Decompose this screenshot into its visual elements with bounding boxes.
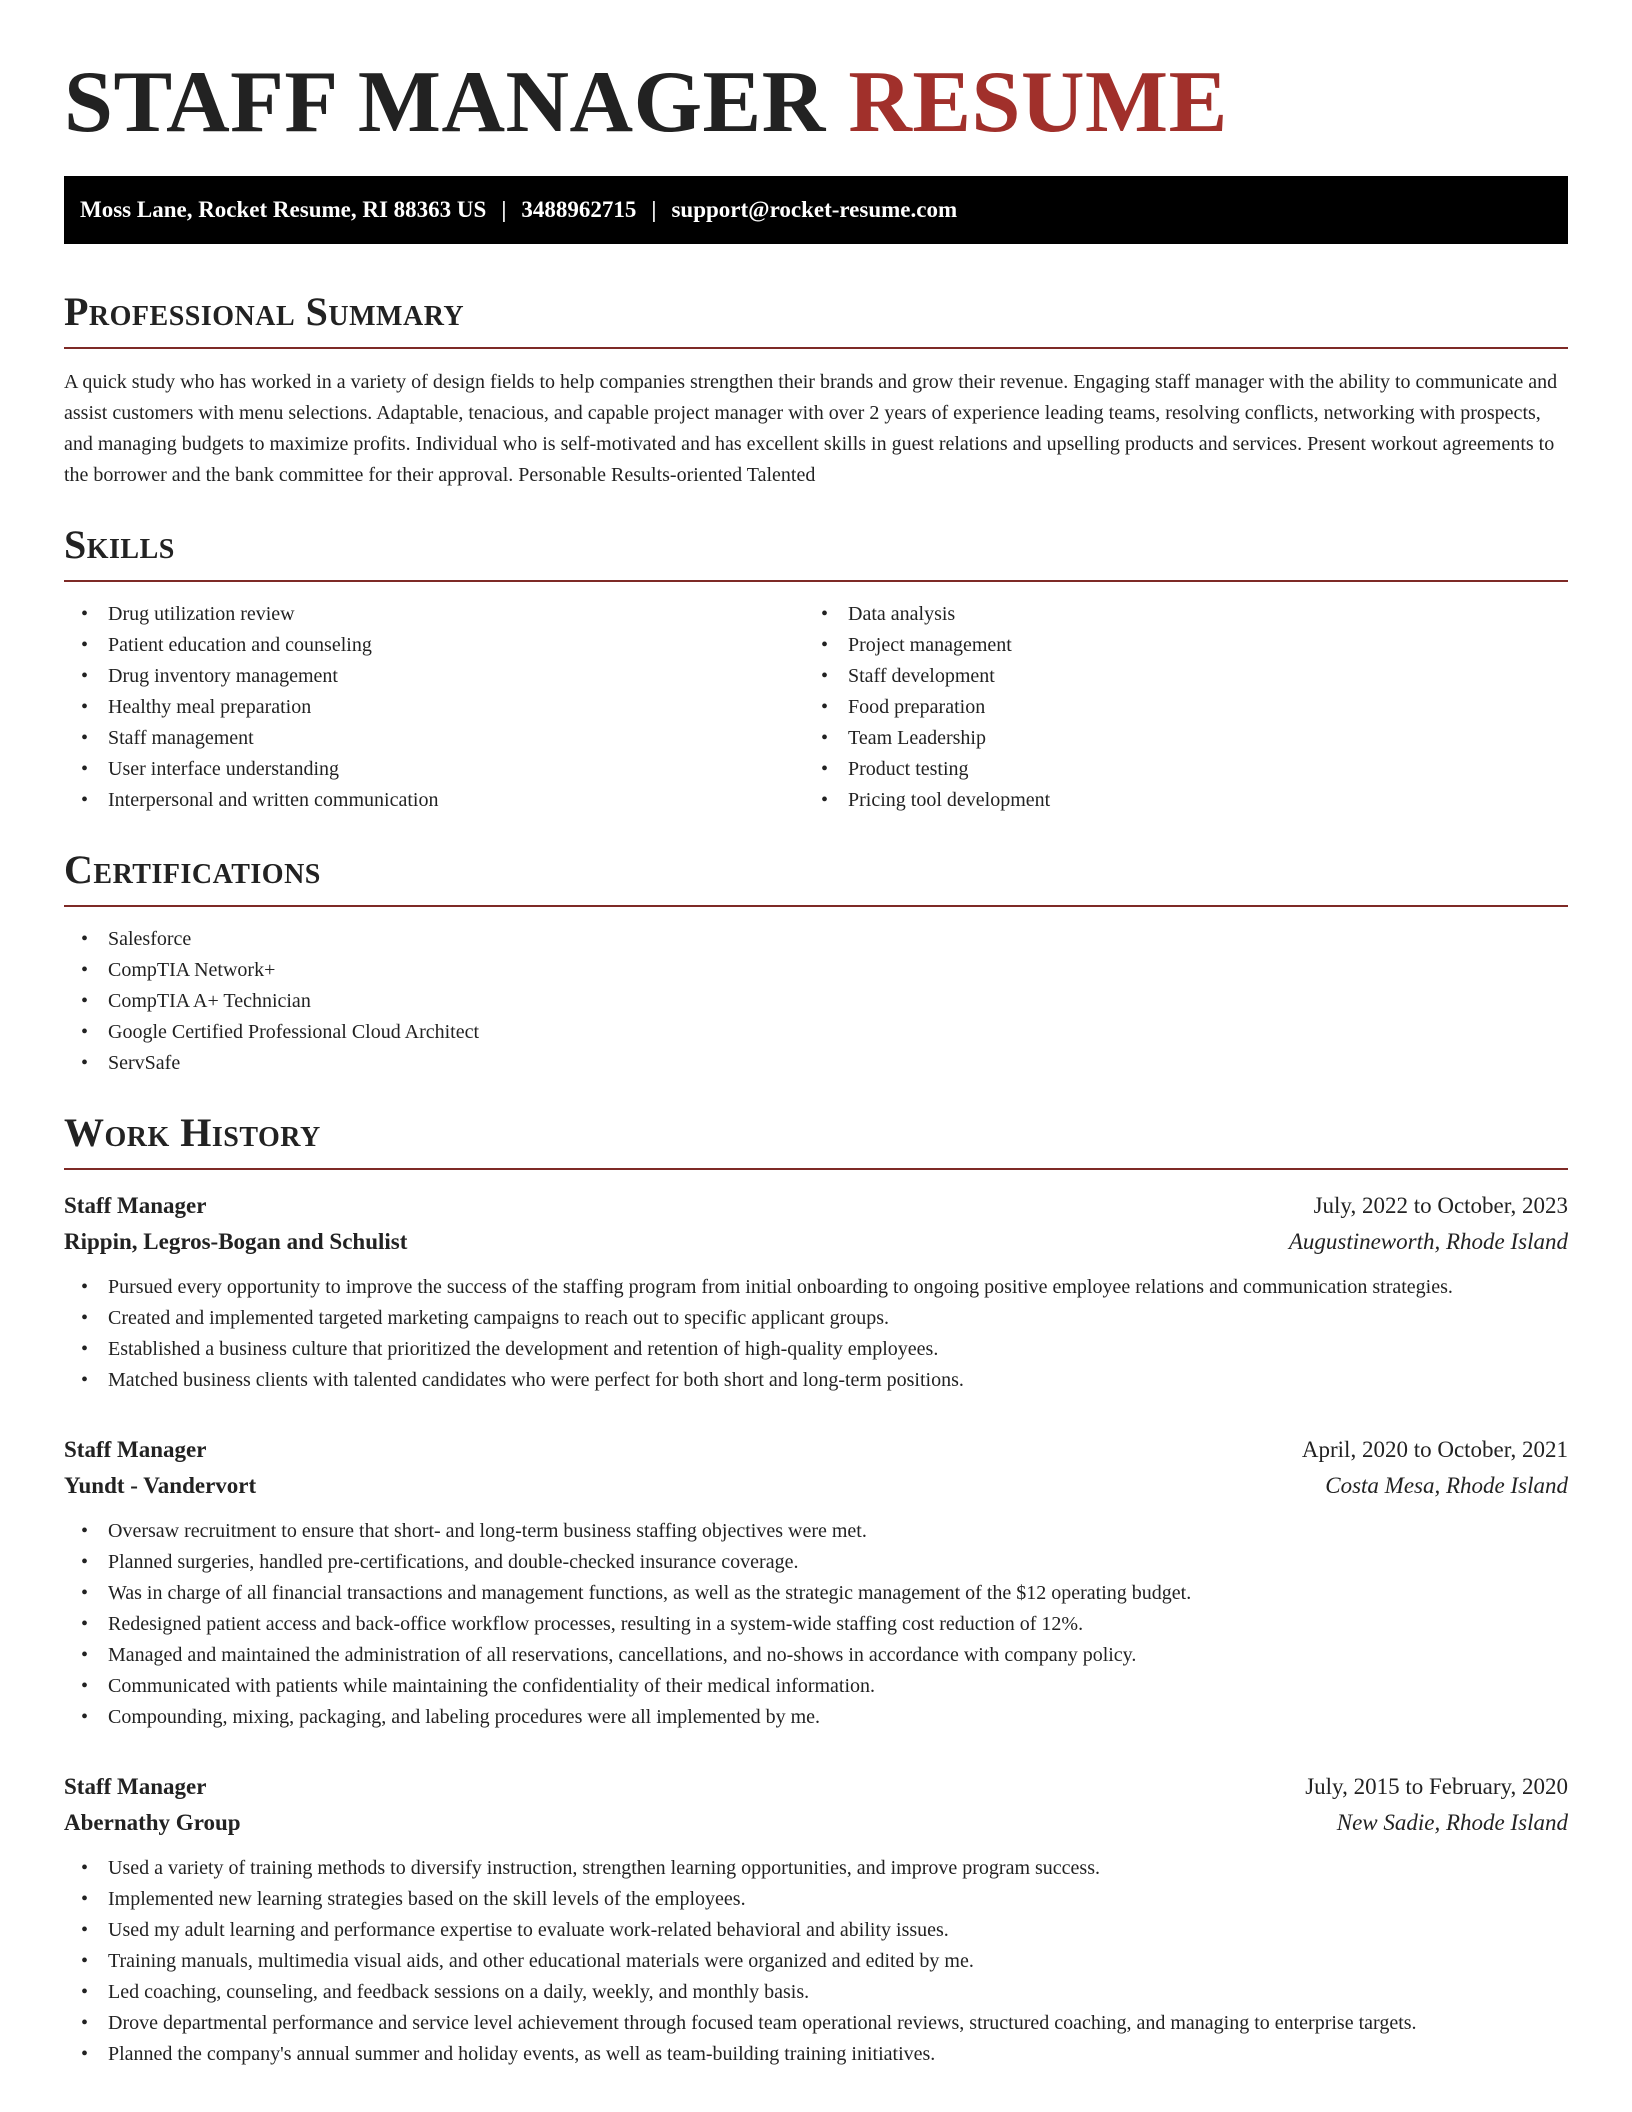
job-header-row (64, 1188, 1568, 1224)
certification-item: • CompTIA Network+ (64, 955, 1568, 986)
certification-item: • Salesforce (64, 924, 1568, 955)
job-dates: July, 2015 to February, 2020 (1305, 1774, 1568, 1799)
skill-item: • Pricing tool development (804, 785, 1544, 816)
contact-email: support@rocket-resume.com (671, 197, 958, 222)
job-bullets (64, 1853, 1568, 2070)
job-bullet: • Managed and maintained the administration of all reservations, cancellations, and no-shows in accordance with company policy. (64, 1640, 1568, 1671)
section-heading: Work History (64, 1110, 321, 1155)
skill-item: • Healthy meal preparation (64, 692, 804, 723)
job-title: Staff Manager (64, 1774, 207, 1799)
job-header-row (64, 1432, 1568, 1468)
job-bullet: • Used my adult learning and performance expertise to evaluate work-related behavioral and ability issues. (64, 1915, 1568, 1946)
job-bullet: • Created and implemented targeted marketing campaigns to reach out to specific applicant groups. (64, 1303, 1568, 1334)
skill-item: • Drug utilization review (64, 599, 804, 630)
skills-section (64, 521, 1568, 816)
job-bullet: • Matched business clients with talented candidates who were perfect for both short and long-term positions. (64, 1365, 1568, 1396)
resume-title-accent: RESUME (848, 54, 1228, 151)
skills-column-left (64, 599, 804, 816)
job-bullet: • Compounding, mixing, packaging, and labeling procedures were all implemented by me. (64, 1702, 1568, 1733)
skill-item: • Team Leadership (804, 723, 1544, 754)
certification-item: • Google Certified Professional Cloud Architect (64, 1017, 1568, 1048)
certifications-list (64, 924, 1568, 1079)
job-bullet: • Established a business culture that prioritized the development and retention of high-quality employees. (64, 1334, 1568, 1365)
job-bullet: • Implemented new learning strategies based on the skill levels of the employees. (64, 1884, 1568, 1915)
job-bullet: • Communicated with patients while maintaining the confidentiality of their medical information. (64, 1671, 1568, 1702)
contact-phone: 3488962715 (521, 197, 637, 222)
skills-grid (64, 599, 1568, 816)
section-heading: Professional Summary (64, 289, 465, 334)
skills-column-right (804, 599, 1544, 816)
contact-separator: | (501, 197, 507, 222)
skill-item: • User interface understanding (64, 754, 804, 785)
job-bullets (64, 1516, 1568, 1733)
job-bullet: • Led coaching, counseling, and feedback sessions on a daily, weekly, and monthly basis. (64, 1977, 1568, 2008)
skill-item: • Drug inventory management (64, 661, 804, 692)
job-dates: April, 2020 to October, 2021 (1301, 1437, 1568, 1462)
job-bullets (64, 1272, 1568, 1396)
section-divider (64, 347, 1568, 349)
job-bullet: • Drove departmental performance and service level achievement through focused team operational reviews, structured coaching, and managing to enterprise targets. (64, 2008, 1568, 2039)
section-heading: Certifications (64, 847, 321, 892)
job-company: Abernathy Group (64, 1810, 241, 1835)
job-bullet: • Planned surgeries, handled pre-certifications, and double-checked insurance coverage. (64, 1547, 1568, 1578)
job-company-row (64, 1805, 1568, 1841)
section-divider (64, 580, 1568, 582)
job-bullet: • Oversaw recruitment to ensure that short- and long-term business staffing objectives were met. (64, 1516, 1568, 1547)
job-bullet: • Was in charge of all financial transactions and management functions, as well as the strategic management of the $12 operating budget. (64, 1578, 1568, 1609)
resume-title (64, 0, 1568, 151)
job-dates: July, 2022 to October, 2023 (1313, 1193, 1568, 1218)
certification-item: • CompTIA A+ Technician (64, 986, 1568, 1017)
skill-item: • Staff management (64, 723, 804, 754)
skill-item: • Food preparation (804, 692, 1544, 723)
skill-item: • Product testing (804, 754, 1544, 785)
skill-item: • Data analysis (804, 599, 1544, 630)
skill-item: • Patient education and counseling (64, 630, 804, 661)
job-company: Rippin, Legros-Bogan and Schulist (64, 1229, 408, 1254)
skill-item: • Staff development (804, 661, 1544, 692)
section-divider (64, 905, 1568, 907)
professional-summary-section (64, 288, 1568, 491)
job-company-row (64, 1468, 1568, 1504)
skill-item: • Project management (804, 630, 1544, 661)
job-title: Staff Manager (64, 1437, 207, 1462)
job-company: Yundt - Vandervort (64, 1473, 257, 1498)
certifications-section (64, 846, 1568, 1079)
job-bullet: • Pursued every opportunity to improve the success of the staffing program from initial onboarding to ongoing positive employee relations and communication strategies. (64, 1272, 1568, 1303)
resume-title-main: STAFF MANAGER (64, 54, 826, 151)
contact-separator: | (651, 197, 657, 222)
skills-list-left (64, 599, 804, 816)
job-location: Costa Mesa, Rhode Island (1325, 1473, 1568, 1498)
job-location: Augustineworth, Rhode Island (1288, 1229, 1568, 1254)
summary-text: A quick study who has worked in a variety of design fields to help companies strengthen their brands and grow their revenue. Engaging staff manager with the ability to communicate and assist customers with menu selections. Adaptable, tenacious, and capable project manager with over 2 years of experience leading teams, resolving conflicts, networking with prospects, and managing budgets to maximize profits. Individual who is self-motivated and has excellent skills in guest relations and upselling products and services. Present workout agreements to the borrower and the bank committee for their approval. Personable Results-oriented Talented (64, 371, 1558, 486)
job-title: Staff Manager (64, 1193, 207, 1218)
job-bullet: • Planned the company's annual summer and holiday events, as well as team-building training initiatives. (64, 2039, 1568, 2070)
job-bullet: • Training manuals, multimedia visual aids, and other educational materials were organized and edited by me. (64, 1946, 1568, 1977)
section-divider (64, 1168, 1568, 1170)
job-entry (64, 1432, 1568, 1733)
work-history-section (64, 1109, 1568, 2070)
resume-page (64, 0, 1568, 2070)
skills-list-right (804, 599, 1544, 816)
job-company-row (64, 1224, 1568, 1260)
contact-bar (64, 176, 1568, 244)
job-location: New Sadie, Rhode Island (1336, 1810, 1568, 1835)
certification-item: • ServSafe (64, 1048, 1568, 1079)
job-entry (64, 1188, 1568, 1396)
job-bullet: • Used a variety of training methods to diversify instruction, strengthen learning opportunities, and improve program success. (64, 1853, 1568, 1884)
job-header-row (64, 1769, 1568, 1805)
section-heading: Skills (64, 522, 175, 567)
job-bullet: • Redesigned patient access and back-office workflow processes, resulting in a system-wide staffing cost reduction of 12%. (64, 1609, 1568, 1640)
job-entry (64, 1769, 1568, 2070)
skill-item: • Interpersonal and written communication (64, 785, 804, 816)
contact-address: Moss Lane, Rocket Resume, RI 88363 US (80, 197, 487, 222)
job-list (64, 1188, 1568, 2070)
